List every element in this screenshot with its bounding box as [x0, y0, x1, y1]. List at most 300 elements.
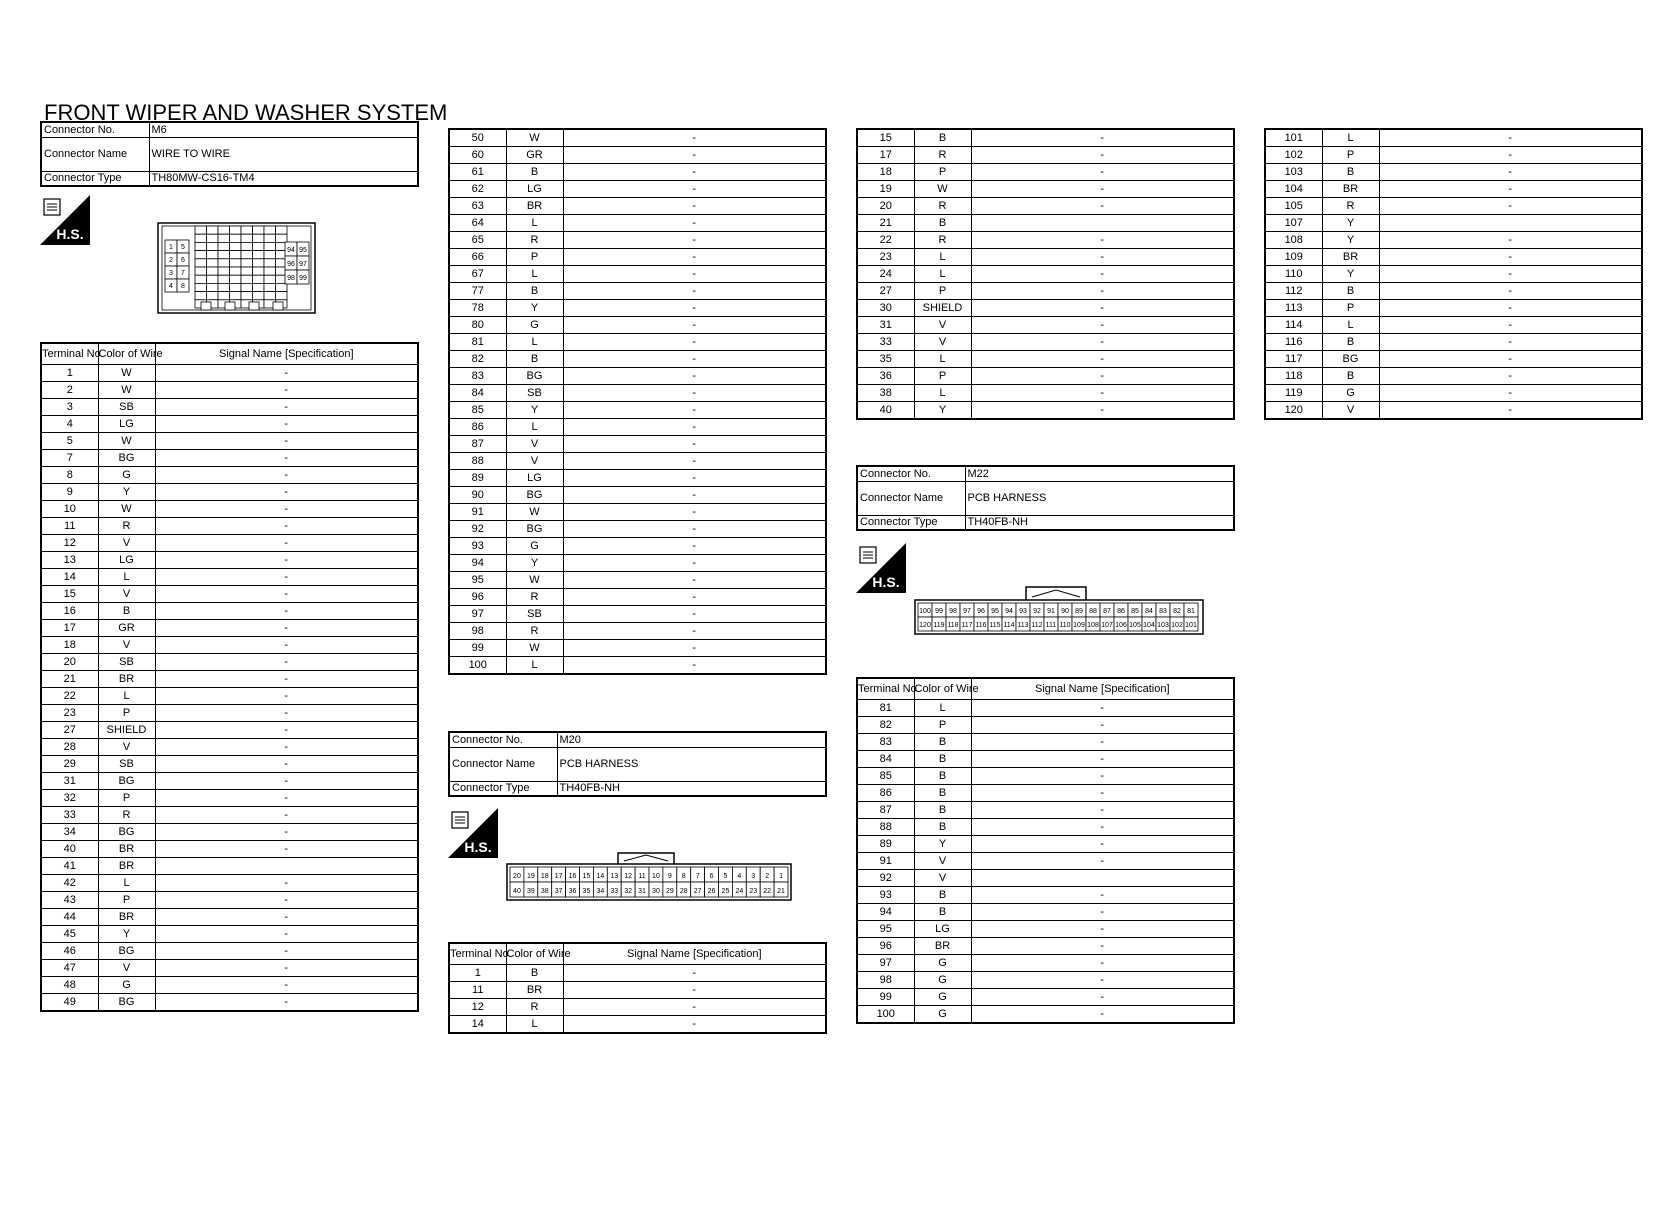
table-row [857, 870, 1234, 887]
table-row [857, 368, 1234, 385]
table-row [41, 535, 418, 552]
wire-color-cell: B [914, 768, 971, 785]
connector-type-value: TH80MW-CS16-TM4 [149, 171, 418, 186]
table-row [857, 129, 1234, 147]
wire-color-cell: BR [506, 982, 563, 999]
terminal-no-cell: 77 [449, 283, 506, 300]
table-row [41, 756, 418, 773]
wire-color-cell: V [98, 739, 155, 756]
signal-name-cell: - [563, 266, 826, 283]
terminal-no-cell: 83 [857, 734, 914, 751]
m20-terminal-table-continued [856, 128, 1235, 420]
wire-color-cell: P [98, 705, 155, 722]
table-row [449, 164, 826, 181]
signal-name-cell: - [155, 994, 418, 1012]
wire-color-cell: BR [1322, 181, 1379, 198]
wire-color-cell: BG [98, 994, 155, 1012]
pin-number-label: 111 [1045, 622, 1057, 629]
signal-name-cell: - [563, 351, 826, 368]
signal-name-cell: - [971, 785, 1234, 802]
table-row [41, 892, 418, 909]
wire-color-cell: V [914, 870, 971, 887]
m20-connector-info [448, 731, 827, 797]
signal-name-cell: - [563, 487, 826, 504]
table-row [41, 501, 418, 518]
pin-number-label: 33 [610, 888, 619, 895]
table-row [41, 858, 418, 875]
signal-name-cell: - [155, 535, 418, 552]
table-row [449, 572, 826, 589]
wire-color-cell: R [98, 807, 155, 824]
pin-number-label: 104 [1143, 622, 1155, 629]
wire-color-cell: LG [506, 470, 563, 487]
signal-name-cell: - [971, 147, 1234, 164]
table-row [41, 994, 418, 1012]
wire-color-cell: B [914, 819, 971, 836]
signal-name-cell: - [563, 368, 826, 385]
terminal-no-cell: 14 [449, 1016, 506, 1034]
terminal-no-cell: 92 [857, 870, 914, 887]
wire-color-cell: P [914, 717, 971, 734]
terminal-no-cell: 41 [41, 858, 98, 875]
table-row [41, 603, 418, 620]
wire-color-cell: W [914, 181, 971, 198]
signal-name-cell: - [1379, 181, 1642, 198]
pin-number-label: 38 [540, 888, 549, 895]
terminal-no-cell: 27 [857, 283, 914, 300]
wire-color-cell: R [506, 999, 563, 1016]
svg-text:H.S.: H.S. [872, 574, 900, 590]
table-row [857, 300, 1234, 317]
pin-number-label: 20 [513, 873, 521, 880]
signal-name-cell: - [1379, 351, 1642, 368]
pin-number-label: 9 [667, 873, 672, 880]
m6-terminal-table [40, 342, 419, 1012]
m20-pin-grid [510, 867, 788, 897]
table-row [1265, 129, 1642, 147]
signal-name-cell: - [155, 501, 418, 518]
pin-number-label: 29 [665, 888, 674, 895]
signal-name-cell: - [971, 819, 1234, 836]
pin-number-label: 95 [299, 247, 307, 254]
wire-color-cell: B [914, 129, 971, 147]
terminal-no-header: Terminal No. [857, 678, 914, 700]
wire-color-cell: B [506, 351, 563, 368]
wire-color-cell: P [506, 249, 563, 266]
terminal-no-cell: 97 [449, 606, 506, 623]
m20-terminal-table [448, 942, 827, 1034]
pin-number-label: 102 [1171, 622, 1183, 629]
wire-color-cell: L [914, 249, 971, 266]
signal-name-cell: - [155, 926, 418, 943]
pin-number-label: 114 [1003, 622, 1015, 629]
signal-name-cell: - [971, 836, 1234, 853]
terminal-no-cell: 31 [857, 317, 914, 334]
terminal-no-cell: 91 [857, 853, 914, 870]
signal-name-cell: - [971, 402, 1234, 420]
signal-name-cell: - [563, 402, 826, 419]
table-row [857, 836, 1234, 853]
terminal-no-cell: 98 [449, 623, 506, 640]
terminal-no-cell: 12 [41, 535, 98, 552]
wire-color-cell: B [914, 215, 971, 232]
wire-color-cell: R [914, 147, 971, 164]
signal-name-header: Signal Name [Specification] [563, 943, 826, 965]
pin-number-label: 112 [1031, 622, 1043, 629]
wire-color-cell: B [506, 965, 563, 982]
pin-number-label: 115 [989, 622, 1001, 629]
wire-color-cell: SHIELD [98, 722, 155, 739]
signal-name-cell: - [563, 249, 826, 266]
wire-color-cell: B [914, 751, 971, 768]
connector-no-value: M22 [965, 466, 1234, 481]
table-row [449, 402, 826, 419]
terminal-no-cell: 96 [449, 589, 506, 606]
hs-label: H.S. [56, 226, 84, 242]
signal-name-cell: - [155, 365, 418, 382]
terminal-no-cell: 66 [449, 249, 506, 266]
table-row [41, 382, 418, 399]
table-row [449, 999, 826, 1016]
pin-number-label: 81 [1187, 608, 1195, 615]
signal-name-cell: - [971, 989, 1234, 1006]
terminal-no-cell: 29 [41, 756, 98, 773]
wire-color-cell: L [1322, 317, 1379, 334]
table-row [1265, 164, 1642, 181]
terminal-no-cell: 18 [857, 164, 914, 181]
wire-color-cell: W [506, 640, 563, 657]
signal-name-cell: - [1379, 164, 1642, 181]
terminal-no-cell: 86 [449, 419, 506, 436]
table-row [449, 640, 826, 657]
pin-number-label: 113 [1017, 622, 1029, 629]
signal-name-cell: - [563, 640, 826, 657]
wire-color-cell: W [506, 129, 563, 147]
table-row [449, 538, 826, 555]
pin-number-label: 83 [1159, 608, 1167, 615]
wire-color-cell: L [914, 385, 971, 402]
m20-table-wrap [448, 942, 827, 1034]
wire-color-cell: R [914, 232, 971, 249]
signal-name-cell: - [563, 232, 826, 249]
terminal-no-cell: 23 [41, 705, 98, 722]
connector-type-label: Connector Type [449, 781, 557, 796]
table-row [41, 688, 418, 705]
table-row [41, 926, 418, 943]
terminal-no-cell: 34 [41, 824, 98, 841]
table-row [449, 657, 826, 675]
terminal-no-cell: 87 [449, 436, 506, 453]
signal-name-cell: - [971, 904, 1234, 921]
pin-number-label: 8 [681, 873, 686, 880]
signal-name-cell: - [971, 1006, 1234, 1024]
table-row [449, 606, 826, 623]
wire-color-cell: BG [98, 824, 155, 841]
pin-number-label: 91 [1047, 608, 1055, 615]
table-row [449, 965, 826, 982]
wire-color-cell: G [98, 977, 155, 994]
terminal-no-cell: 43 [41, 892, 98, 909]
pin-number-label: 31 [638, 888, 646, 895]
terminal-no-cell: 101 [1265, 129, 1322, 147]
terminal-no-cell: 82 [449, 351, 506, 368]
wire-color-cell: P [914, 283, 971, 300]
connector-name-value: PCB HARNESS [557, 747, 826, 781]
wire-color-cell: BR [1322, 249, 1379, 266]
terminal-no-cell: 102 [1265, 147, 1322, 164]
table-row [41, 654, 418, 671]
wire-color-cell: L [506, 334, 563, 351]
signal-name-cell: - [1379, 385, 1642, 402]
terminal-no-cell: 14 [41, 569, 98, 586]
signal-name-cell: - [971, 853, 1234, 870]
terminal-no-cell: 118 [1265, 368, 1322, 385]
pin-number-label: 14 [596, 873, 605, 880]
signal-name-cell: - [155, 705, 418, 722]
pin-number-label: 1 [169, 244, 173, 251]
table-row [857, 147, 1234, 164]
signal-name-cell: - [155, 433, 418, 450]
wire-color-cell: V [506, 453, 563, 470]
table-row [1265, 215, 1642, 232]
terminal-no-cell: 21 [857, 215, 914, 232]
table-row [857, 283, 1234, 300]
terminal-no-cell: 81 [449, 334, 506, 351]
terminal-no-cell: 117 [1265, 351, 1322, 368]
signal-name-cell: - [155, 756, 418, 773]
wire-color-cell: P [98, 892, 155, 909]
signal-name-cell: - [971, 972, 1234, 989]
terminal-no-cell: 38 [857, 385, 914, 402]
wire-color-cell: L [506, 1016, 563, 1034]
wire-color-cell: B [1322, 283, 1379, 300]
terminal-no-cell: 10 [41, 501, 98, 518]
terminal-no-cell: 95 [857, 921, 914, 938]
connector-no-value: M6 [149, 122, 418, 137]
terminal-no-cell: 23 [857, 249, 914, 266]
terminal-no-cell: 84 [449, 385, 506, 402]
table-row [449, 589, 826, 606]
table-row [41, 960, 418, 977]
signal-name-cell: - [971, 300, 1234, 317]
color-of-wire-header: Color of Wire [98, 343, 155, 365]
signal-name-cell: - [563, 283, 826, 300]
terminal-no-cell: 81 [857, 700, 914, 717]
signal-name-cell: - [563, 555, 826, 572]
table-row [449, 487, 826, 504]
wire-color-cell: G [914, 955, 971, 972]
terminal-no-cell: 88 [449, 453, 506, 470]
signal-name-cell: - [155, 518, 418, 535]
table-row [1265, 266, 1642, 283]
signal-name-cell: - [971, 198, 1234, 215]
table-row [449, 317, 826, 334]
pin-number-label: 82 [1173, 608, 1181, 615]
wire-color-cell: BG [1322, 351, 1379, 368]
signal-name-cell: - [563, 164, 826, 181]
wire-color-cell: R [98, 518, 155, 535]
signal-name-cell: - [155, 450, 418, 467]
terminal-no-cell: 80 [449, 317, 506, 334]
terminal-no-cell: 13 [41, 552, 98, 569]
table-row [449, 300, 826, 317]
terminal-no-cell: 112 [1265, 283, 1322, 300]
wire-color-cell: V [1322, 402, 1379, 420]
terminal-no-cell: 33 [857, 334, 914, 351]
connector-name-value: PCB HARNESS [965, 481, 1234, 515]
wire-color-cell: Y [1322, 266, 1379, 283]
pin-number-label: 4 [169, 283, 173, 290]
wire-color-cell: W [98, 365, 155, 382]
signal-name-cell: - [971, 734, 1234, 751]
terminal-no-cell: 40 [41, 841, 98, 858]
wire-color-cell: Y [98, 926, 155, 943]
terminal-no-cell: 30 [857, 300, 914, 317]
pin-number-label: 99 [935, 608, 943, 615]
signal-name-cell [1379, 215, 1642, 232]
pin-number-label: 95 [991, 608, 999, 615]
pin-number-label: 7 [181, 270, 185, 277]
signal-name-cell: - [155, 943, 418, 960]
wire-color-cell: V [506, 436, 563, 453]
wire-color-cell: L [98, 688, 155, 705]
terminal-no-cell: 27 [41, 722, 98, 739]
terminal-no-cell: 67 [449, 266, 506, 283]
table-row [41, 637, 418, 654]
table-row [857, 802, 1234, 819]
terminal-no-cell: 19 [857, 181, 914, 198]
color-of-wire-header: Color of Wire [506, 943, 563, 965]
terminal-no-cell: 3 [41, 399, 98, 416]
table-row [857, 232, 1234, 249]
pin-number-label: 18 [540, 873, 549, 880]
terminal-no-cell: 15 [41, 586, 98, 603]
connector-name-label: Connector Name [857, 481, 965, 515]
m22-table-b-wrap [1264, 128, 1643, 420]
table-row [41, 552, 418, 569]
signal-name-cell: - [563, 147, 826, 164]
table-row [857, 700, 1234, 717]
pin-number-label: 10 [652, 873, 660, 880]
table-row [857, 317, 1234, 334]
pin-number-label: 86 [1117, 608, 1125, 615]
signal-name-cell: - [1379, 232, 1642, 249]
terminal-no-cell: 108 [1265, 232, 1322, 249]
signal-name-cell: - [155, 824, 418, 841]
table-row [857, 1006, 1234, 1024]
m6-table-b-wrap [448, 128, 827, 675]
pin-number-label: 106 [1115, 622, 1127, 629]
terminal-no-cell: 1 [41, 365, 98, 382]
signal-name-cell: - [563, 317, 826, 334]
pin-number-label: 116 [975, 622, 987, 629]
signal-name-cell: - [971, 700, 1234, 717]
terminal-no-cell: 22 [857, 232, 914, 249]
terminal-no-cell: 85 [449, 402, 506, 419]
m22-info-block [856, 465, 1235, 531]
terminal-no-header: Terminal No. [449, 943, 506, 965]
terminal-no-cell: 87 [857, 802, 914, 819]
terminal-no-cell: 46 [41, 943, 98, 960]
terminal-no-cell: 113 [1265, 300, 1322, 317]
terminal-no-cell: 85 [857, 768, 914, 785]
connector-type-value: TH40FB-NH [557, 781, 826, 796]
pin-number-label: 15 [582, 873, 591, 880]
table-row [1265, 147, 1642, 164]
table-row [1265, 402, 1642, 420]
wire-color-cell: BR [98, 671, 155, 688]
wire-color-cell: B [914, 734, 971, 751]
signal-name-cell: - [971, 232, 1234, 249]
table-row [857, 972, 1234, 989]
wire-color-cell: SHIELD [914, 300, 971, 317]
signal-name-cell: - [563, 538, 826, 555]
signal-name-cell [155, 858, 418, 875]
terminal-no-cell: 116 [1265, 334, 1322, 351]
table-row [449, 283, 826, 300]
wire-color-cell: P [98, 790, 155, 807]
terminal-no-cell: 100 [449, 657, 506, 675]
table-row [857, 751, 1234, 768]
table-row [857, 266, 1234, 283]
wire-color-cell: Y [98, 484, 155, 501]
terminal-no-cell: 24 [857, 266, 914, 283]
wire-color-cell: BR [98, 858, 155, 875]
terminal-no-cell: 8 [41, 467, 98, 484]
table-row [41, 722, 418, 739]
terminal-no-cell: 32 [41, 790, 98, 807]
terminal-no-cell: 99 [857, 989, 914, 1006]
pin-number-label: 17 [554, 873, 563, 880]
signal-name-cell: - [155, 790, 418, 807]
table-row [857, 402, 1234, 420]
terminal-no-cell: 20 [857, 198, 914, 215]
table-row [41, 807, 418, 824]
pin-number-label: 32 [624, 888, 633, 895]
signal-name-cell: - [971, 351, 1234, 368]
wire-color-cell: R [1322, 198, 1379, 215]
terminal-no-cell: 33 [41, 807, 98, 824]
pin-number-label: 99 [299, 275, 307, 282]
pin-number-label: 6 [709, 873, 714, 880]
terminal-no-cell: 50 [449, 129, 506, 147]
terminal-no-header: Terminal No. [41, 343, 98, 365]
signal-name-cell: - [563, 436, 826, 453]
pin-number-label: 16 [568, 873, 577, 880]
page-title: FRONT WIPER AND WASHER SYSTEM [44, 100, 448, 125]
table-row [449, 181, 826, 198]
table-row [857, 904, 1234, 921]
terminal-no-cell: 35 [857, 351, 914, 368]
wire-color-cell: V [98, 960, 155, 977]
pin-number-label: 97 [299, 261, 307, 268]
table-row [1265, 283, 1642, 300]
wire-color-cell: B [1322, 164, 1379, 181]
signal-name-cell [971, 215, 1234, 232]
signal-name-cell: - [155, 382, 418, 399]
terminal-no-cell: 98 [857, 972, 914, 989]
terminal-no-cell: 63 [449, 198, 506, 215]
m22-terminal-table [856, 677, 1235, 1024]
harness-side-icon [448, 808, 498, 858]
signal-name-cell: - [563, 657, 826, 675]
signal-name-cell [971, 870, 1234, 887]
pin-number-label: 84 [1145, 608, 1153, 615]
table-row [449, 504, 826, 521]
table-row [1265, 385, 1642, 402]
signal-name-cell: - [563, 198, 826, 215]
table-row [449, 129, 826, 147]
